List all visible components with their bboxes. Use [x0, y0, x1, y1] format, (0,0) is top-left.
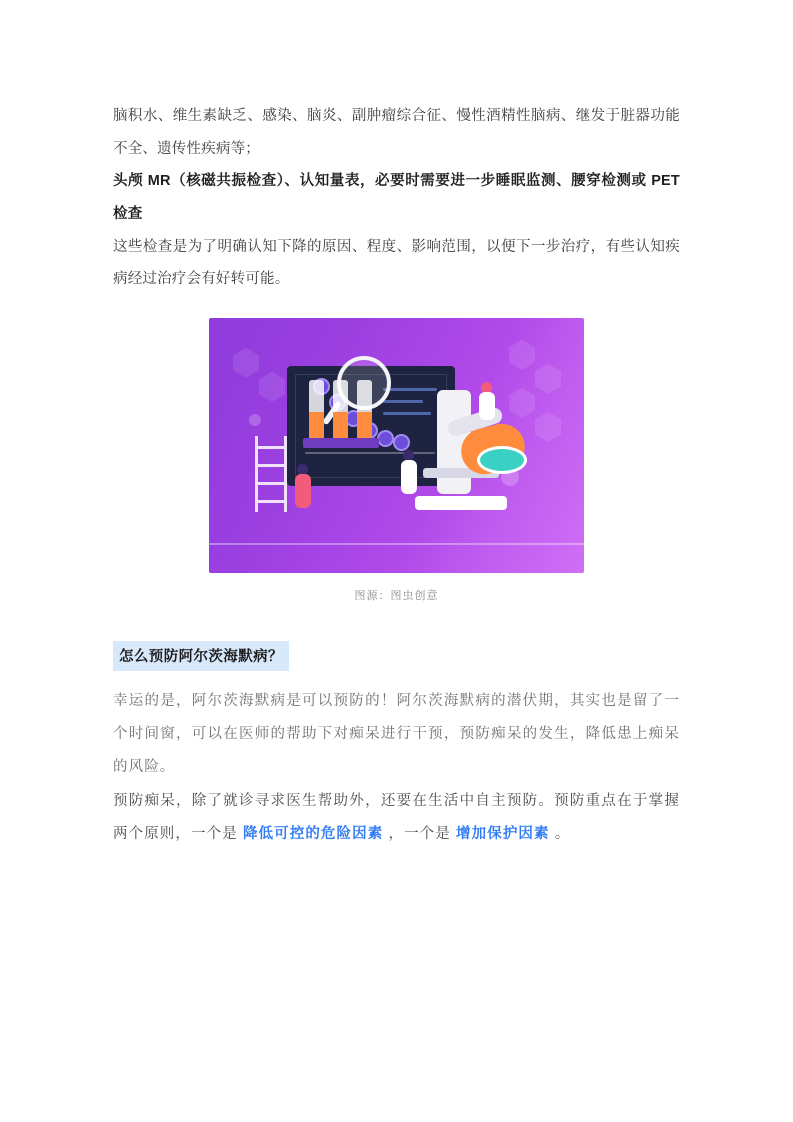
petri-dish-graphic	[477, 446, 527, 474]
section-heading-wrap	[113, 641, 680, 671]
ground-line-graphic	[209, 543, 584, 545]
molecule-dot-icon	[377, 430, 394, 447]
figure-block	[113, 318, 680, 603]
person-body-graphic	[401, 460, 417, 494]
hexagon-decor-icon	[535, 412, 561, 442]
test-tube-graphic	[333, 380, 348, 446]
hexagon-decor-icon	[259, 372, 285, 402]
text-segment: 。	[549, 826, 571, 843]
hexagon-decor-icon	[509, 340, 535, 370]
hexagon-decor-icon	[233, 348, 259, 378]
paragraph-exam-purpose: 这些检查是为了明确认知下降的原因、程度、影响范围，以便下一步治疗，有些认知疾病经过治疗会有好转可能。	[113, 238, 680, 288]
test-tube-graphic	[309, 380, 324, 446]
highlight-protective-factors: 增加保护因素	[456, 826, 550, 843]
molecule-dot-icon	[393, 434, 410, 451]
section-heading: 怎么预防阿尔茨海默病？	[113, 641, 289, 671]
paragraph-exams-bold: 头颅 MR（核磁共振检查）、认知量表，必要时需要进一步睡眠监测、腰穿检测或 PET 检查	[113, 173, 680, 222]
paragraph-causes: 脑积水、维生素缺乏、感染、脑炎、副肿瘤综合征、慢性酒精性脑病、继发于脏器功能不全、遗传性疾病等；	[113, 108, 680, 157]
figure-caption: 图源：图虫创意	[354, 589, 439, 602]
cell-decor-icon	[249, 414, 261, 426]
screen-line	[383, 400, 423, 403]
person-body-graphic	[479, 392, 495, 420]
microscope-base-graphic	[415, 496, 507, 510]
test-tube-graphic	[357, 380, 372, 446]
hexagon-decor-icon	[535, 364, 561, 394]
text-segment: ，一个是	[383, 826, 457, 843]
screen-line	[383, 412, 431, 415]
paragraph-prevention-principles	[113, 785, 680, 852]
test-tube-rack-graphic	[303, 438, 379, 448]
screen-line	[383, 388, 437, 391]
person-body-graphic	[295, 474, 311, 508]
text-segment: 预防痴呆，除了就诊寻求医生帮助外，还要在生活中自主预防。预防重点在于掌握两个原则，一个是	[113, 792, 680, 843]
illustration-lab-research	[209, 318, 584, 573]
highlight-risk-factors: 降低可控的危险因素	[242, 826, 384, 843]
ladder-graphic	[255, 436, 287, 512]
hexagon-decor-icon	[509, 388, 535, 418]
screen-line	[305, 452, 435, 454]
paragraph-prevention-intro: 幸运的是，阿尔茨海默病是可以预防的！阿尔茨海默病的潜伏期，其实也是留了一个时间窗，可以在医师的帮助下对痴呆进行干预，预防痴呆的发生，降低患上痴呆的风险。	[113, 692, 680, 776]
